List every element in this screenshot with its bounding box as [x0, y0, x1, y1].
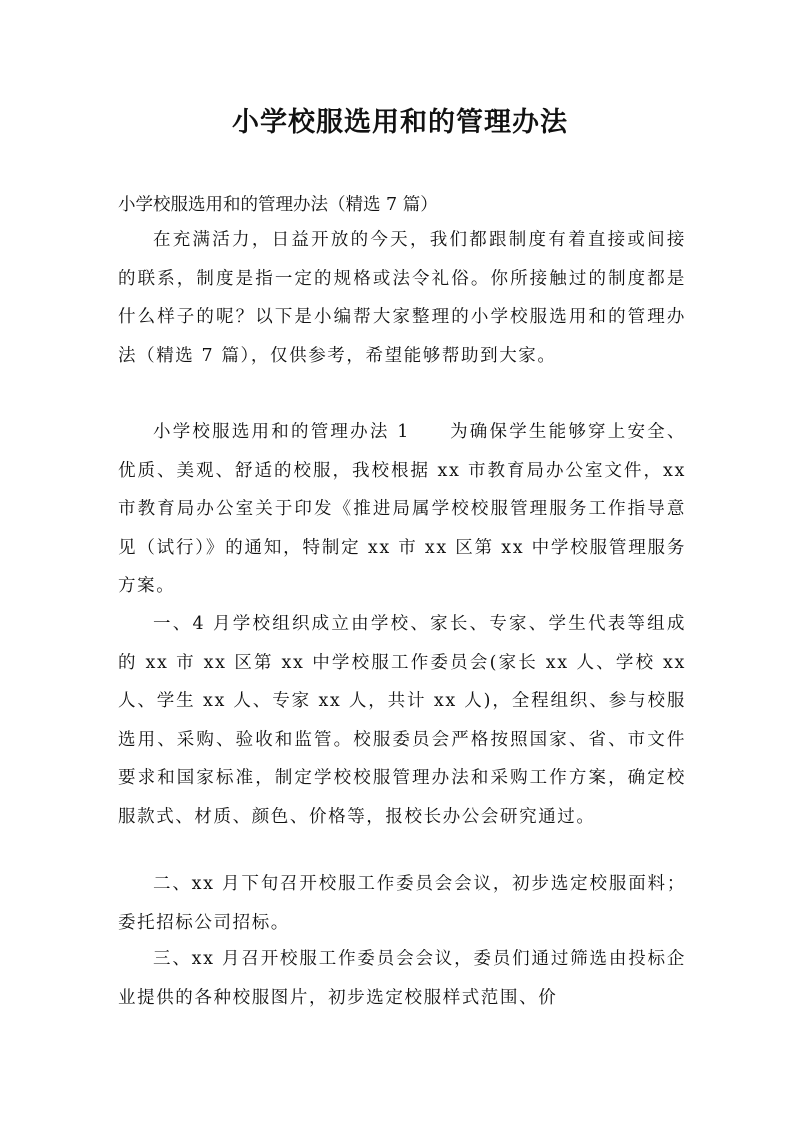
document-title: 小学校服选用和的管理办法: [232, 107, 568, 138]
paragraph-item-1: 一、4 月学校组织成立由学校、家长、专家、学生代表等组成的 xx 市 xx 区第 xx 中学校服工作委员会(家长 xx 人、学校 xx 人、学生 xx 人、专家 xx 人，共计 xx 人)，全程组织、参与校服选用、采购、验收和监管。校服委员会严格按照国家、省、市文件要求和国家标准，制定学校校服管理办法和采购工作方案，确定校服款式、材质、颜色、价格等，报校长办公会研究通过。: [118, 614, 686, 827]
paragraph-item-3: 三、xx 月召开校服工作委员会会议，委员们通过筛选由投标企业提供的各种校服图片，初步选定校服样式范围、价: [118, 949, 686, 1008]
paragraph-section-1: 小学校服选用和的管理办法 1 为确保学生能够穿上安全、优质、美观、舒适的校服，我校根据 xx 市教育局办公室文件，xx 市教育局办公室关于印发《推进局属学校校服管理服务工作指导意见（试行）》的通知，特制定 xx 市 xx 区第 xx 中学校服管理服务方案。: [118, 422, 686, 596]
paragraph-intro: 在充满活力，日益开放的今天，我们都跟制度有着直接或间接的联系，制度是指一定的规格或法令礼俗。你所接触过的制度都是什么样子的呢？以下是小编帮大家整理的小学校服选用和的管理办法（精选 7 篇），仅供参考，希望能够帮助到大家。: [118, 230, 686, 366]
document-subtitle: 小学校服选用和的管理办法（精选 7 篇）: [118, 195, 438, 215]
paragraph-item-2: 二、xx 月下旬召开校服工作委员会会议，初步选定校服面料；委托招标公司招标。: [118, 874, 686, 933]
